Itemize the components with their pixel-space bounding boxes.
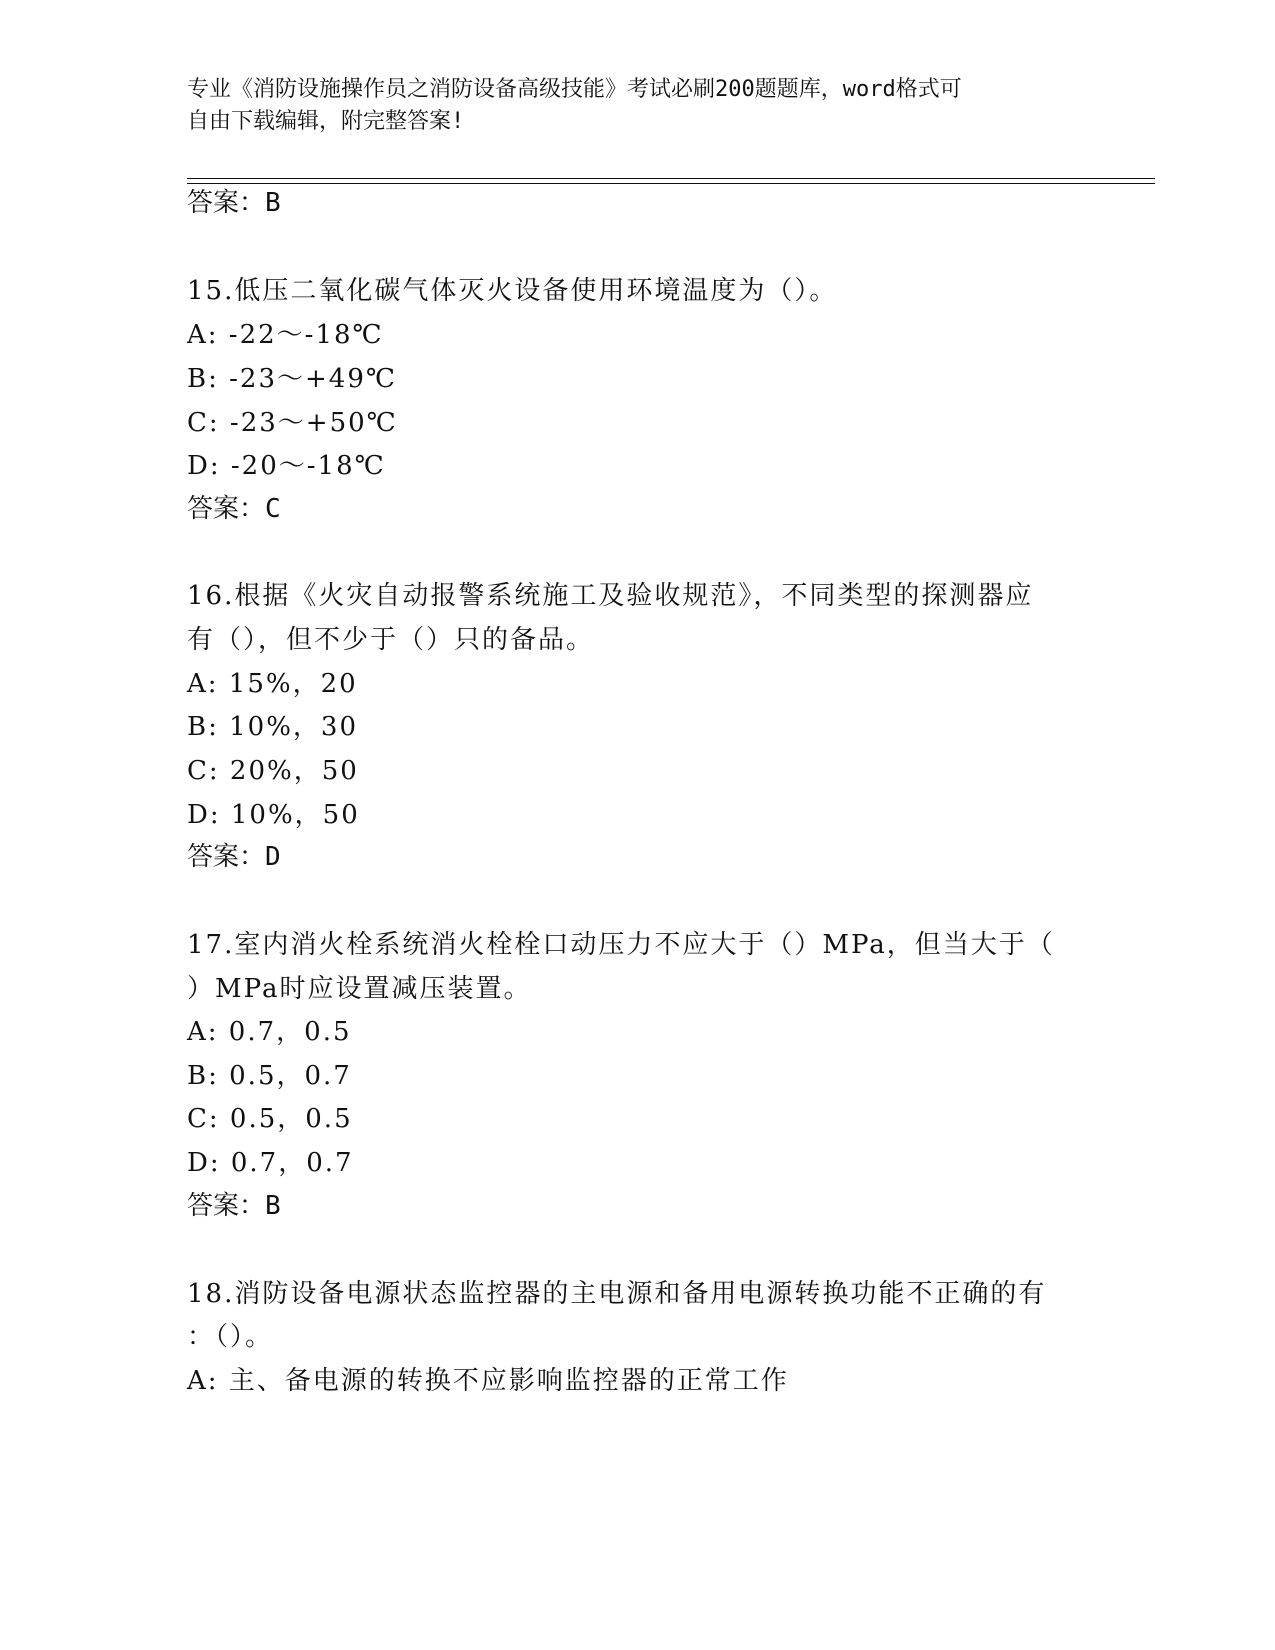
question-16-option-b: B: 10%，30 bbox=[187, 712, 359, 742]
header-line-1: 专业《消防设施操作员之消防设备高级技能》考试必刷200题题库，word格式可 bbox=[187, 77, 962, 102]
question-18-line-1: 18.消防设备电源状态监控器的主电源和备用电源转换功能不正确的有 bbox=[187, 1279, 1047, 1309]
question-17-line-1: 17.室内消火栓系统消火栓栓口动压力不应大于（）MPa，但当大于（ bbox=[187, 930, 1055, 960]
question-16-option-a: A: 15%，20 bbox=[187, 669, 358, 699]
header-divider-bottom bbox=[187, 183, 1155, 184]
question-15-line-1: 15.低压二氧化碳气体灭火设备使用环境温度为（）。 bbox=[187, 276, 838, 306]
question-15-option-b: B: -23～+49℃ bbox=[187, 364, 397, 394]
question-17-option-d: D: 0.7，0.7 bbox=[187, 1148, 354, 1178]
question-16-answer: 答案：D bbox=[187, 842, 281, 872]
document-header bbox=[187, 74, 1067, 138]
question-16-line-2: 有（），但不少于（）只的备品。 bbox=[187, 625, 595, 655]
question-16-option-d: D: 10%，50 bbox=[187, 800, 360, 830]
question-15-option-a: A: -22～-18℃ bbox=[187, 320, 384, 350]
question-18-line-2: ：（）。 bbox=[187, 1322, 274, 1352]
header-line-2: 自由下载编辑，附完整答案! bbox=[187, 109, 465, 134]
question-16-line-1: 16.根据《火灾自动报警系统施工及验收规范》，不同类型的探测器应 bbox=[187, 581, 1034, 611]
question-17-line-2: ）MPa时应设置减压装置。 bbox=[187, 974, 532, 1004]
header-divider-top bbox=[187, 178, 1155, 179]
question-15-option-c: C: -23～+50℃ bbox=[187, 408, 398, 438]
question-17-option-b: B: 0.5，0.7 bbox=[187, 1061, 352, 1091]
previous-answer: 答案：B bbox=[187, 188, 281, 218]
question-17-option-a: A: 0.7，0.5 bbox=[187, 1017, 352, 1047]
question-15-option-d: D: -20～-18℃ bbox=[187, 451, 386, 481]
question-18-option-a: A: 主、备电源的转换不应影响监控器的正常工作 bbox=[187, 1366, 789, 1396]
question-17-answer: 答案：B bbox=[187, 1191, 281, 1221]
question-15-answer: 答案：C bbox=[187, 494, 281, 524]
question-17-option-c: C: 0.5，0.5 bbox=[187, 1104, 353, 1134]
question-16-option-c: C: 20%，50 bbox=[187, 756, 359, 786]
